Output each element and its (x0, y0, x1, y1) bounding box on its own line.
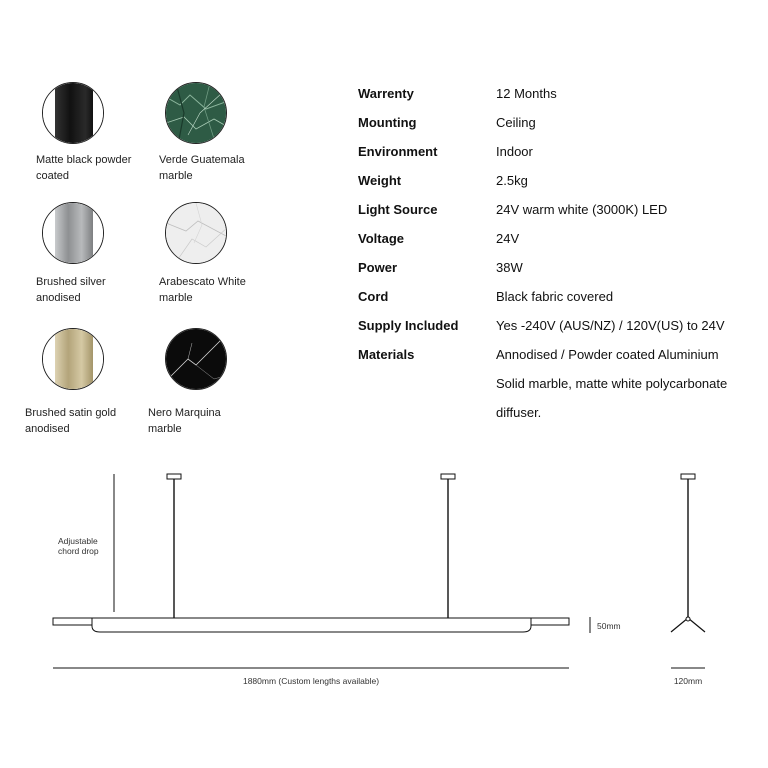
light-body (92, 618, 531, 632)
spec-value-materials-line2: Solid marble, matte white polycarbonate (496, 376, 728, 391)
finish-name-line1: Arabescato White (159, 276, 246, 288)
end-bar-left (53, 618, 93, 625)
spec-value-supply-included: Yes -240V (AUS/NZ) / 120V(US) to 24V (496, 318, 725, 333)
finish-name-line2: anodised (36, 292, 81, 304)
spec-value-cord: Black fabric covered (496, 289, 614, 304)
spec-label-cord: Cord (358, 289, 389, 304)
finish-name-line1: Verde Guatemala (159, 154, 245, 166)
finish-name-line1: Brushed silver (36, 276, 106, 288)
finish-name-line1: Matte black powder (36, 154, 132, 166)
spec-label-weight: Weight (358, 173, 402, 188)
spec-label-light-source: Light Source (358, 202, 438, 217)
ceiling-canopy-right (441, 474, 455, 479)
ceiling-canopy-left (167, 474, 181, 479)
spec-value-mounting: Ceiling (496, 115, 536, 130)
spec-value-materials-line3: diffuser. (496, 405, 542, 420)
spec-label-warrenty: Warrenty (358, 86, 414, 101)
spec-label-materials: Materials (358, 347, 415, 362)
spec-value-weight: 2.5kg (496, 173, 528, 188)
finish-name-line2: marble (159, 170, 193, 182)
spec-value-voltage: 24V (496, 231, 520, 246)
drop-label-line2: chord drop (58, 546, 99, 556)
spec-label-voltage: Voltage (358, 231, 404, 246)
finish-name-line2: marble (159, 292, 193, 304)
finish-name-line2: anodised (25, 423, 70, 435)
spec-label-supply-included: Supply Included (358, 318, 459, 333)
spec-label-mounting: Mounting (358, 115, 417, 130)
finish-name-line1: Brushed satin gold (25, 407, 117, 419)
spec-value-light-source: 24V warm white (3000K) LED (496, 202, 668, 217)
side-profile-joint (686, 617, 690, 621)
finish-name-line2: coated (36, 170, 70, 182)
spec-label-power: Power (358, 260, 398, 275)
drop-label-line1: Adjustable (58, 536, 98, 546)
finish-name-line2: marble (148, 423, 182, 435)
end-bar-right (530, 618, 569, 625)
spec-value-environment: Indoor (496, 144, 533, 159)
length-label: 1880mm (Custom lengths available) (242, 676, 380, 686)
spec-value-power: 38W (496, 260, 523, 275)
spec-value-materials: Annodised / Powder coated Aluminium (496, 347, 719, 362)
height-label: 50mm (597, 621, 621, 631)
finish-name-line1: Nero Marquina (148, 407, 221, 419)
drop-label (58, 536, 99, 556)
spec-label-environment: Environment (358, 144, 438, 159)
depth-label: 120mm (673, 676, 703, 686)
side-ceiling-canopy (681, 474, 695, 479)
spec-value-warrenty: 12 Months (496, 86, 557, 101)
